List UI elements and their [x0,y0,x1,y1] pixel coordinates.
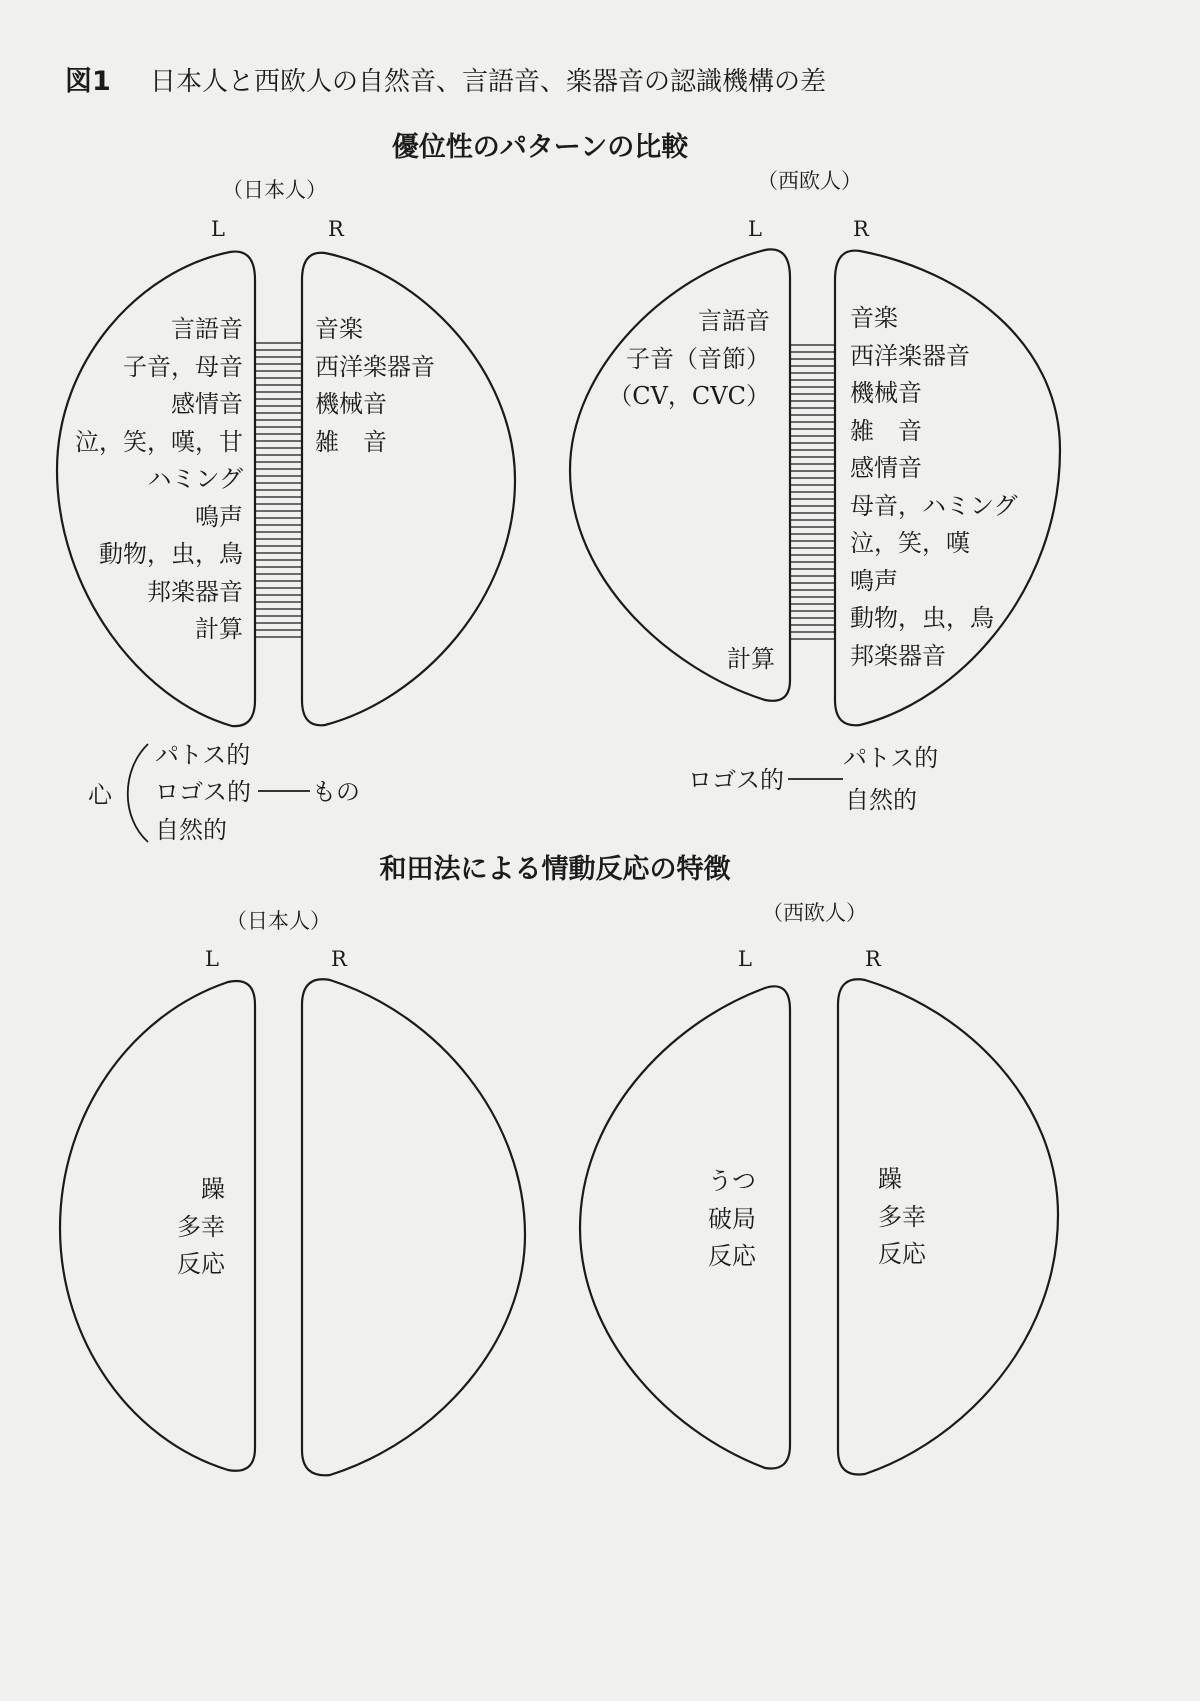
function-label: 邦楽器音 [850,641,946,670]
west-left-hemisphere-functions [570,303,770,416]
function-label: 子音，母音 [123,352,243,381]
west-dominance-left-label: L [748,217,762,241]
function-label: 感情音 [171,390,243,418]
west-corpus-callosum-hatching [790,345,835,639]
function-label: 音楽 [315,315,363,343]
jp-wada-group-label: （日本人） [226,909,331,933]
west-mind-natural-label: 自然的 [845,786,917,814]
function-label: 音楽 [850,304,898,332]
west-wada-right-response [878,1161,958,1274]
function-label: 言語音 [698,307,770,335]
jp-corpus-callosum-hatching [255,343,302,637]
response-label: 多幸 [177,1212,225,1241]
function-label: 母音，ハミング [850,491,1018,520]
jp-mind-thing-label: もの [312,778,360,806]
west-dominance-right-label: R [853,217,869,241]
jp-right-hemisphere-functions [315,311,495,461]
west-wada-group-label: （西欧人） [762,901,867,925]
jp-dominance-right-label: R [328,217,344,241]
function-label: 機械音 [315,390,387,418]
function-label: 計算 [727,645,775,673]
west-wada-left-response [708,1163,788,1276]
jp-dominance-group-label: （日本人） [222,178,327,202]
jp-mind-logos-label: ロゴス的 [155,778,251,806]
jp-wada-right-hemisphere-outline [302,979,525,1475]
function-label: 動物，虫，鳥 [99,540,243,568]
figure-label: 図1 [65,66,111,97]
function-label: 言語音 [171,315,243,343]
wada-heading: 和田法による情動反応の特徴 [379,854,731,885]
jp-mind-pathos-label: パトス的 [155,741,251,769]
function-label: 泣，笑，嘆，甘 [75,427,243,456]
west-right-hemisphere-functions [850,300,1050,675]
west-wada-left-label: L [738,947,752,971]
jp-left-hemisphere-functions [40,311,243,649]
function-label: 動物，虫，鳥 [850,604,994,632]
response-label: 反応 [708,1242,756,1270]
west-mind-pathos-label: パトス的 [843,744,939,772]
mind-bracket [128,744,148,842]
west-dominance-group-label: （西欧人） [757,169,862,193]
response-label: 躁 [878,1165,902,1193]
jp-wada-left-label: L [205,947,219,971]
function-label: 西洋楽器音 [315,352,435,381]
west-left-hemisphere-bottom-function [700,641,775,679]
function-label: 機械音 [850,379,922,407]
function-label: 鳴声 [850,566,898,595]
function-label: （CV，CVC） [608,382,770,410]
west-mind-logos-label: ロゴス的 [688,766,784,794]
jp-dominance-left-label: L [211,217,225,241]
function-label: 雑 音 [315,427,387,456]
jp-mind-natural-label: 自然的 [155,816,227,844]
response-label: 反応 [878,1240,926,1268]
jp-wada-right-label: R [331,947,347,971]
dominance-heading: 優位性のパターンの比較 [391,132,689,163]
figure-title: 日本人と西欧人の自然音、言語音、楽器音の認識機構の差 [150,67,827,97]
response-label: 破局 [708,1204,756,1233]
function-label: ハミング [147,465,243,493]
function-label: 鳴声 [195,502,243,531]
response-label: 多幸 [878,1202,926,1231]
function-label: 子音（音節） [626,344,770,373]
west-wada-right-label: R [865,947,881,971]
jp-mind-heart-label: 心 [88,781,112,809]
response-label: 躁 [201,1175,225,1203]
function-label: 雑 音 [850,416,922,445]
function-label: 西洋楽器音 [850,341,970,370]
response-label: 反応 [177,1250,225,1278]
response-label: うつ [708,1167,756,1195]
function-label: 感情音 [850,454,922,482]
function-label: 計算 [195,615,243,643]
function-label: 邦楽器音 [147,577,243,606]
function-label: 泣，笑，嘆 [850,529,970,557]
jp-wada-left-response [120,1171,225,1284]
